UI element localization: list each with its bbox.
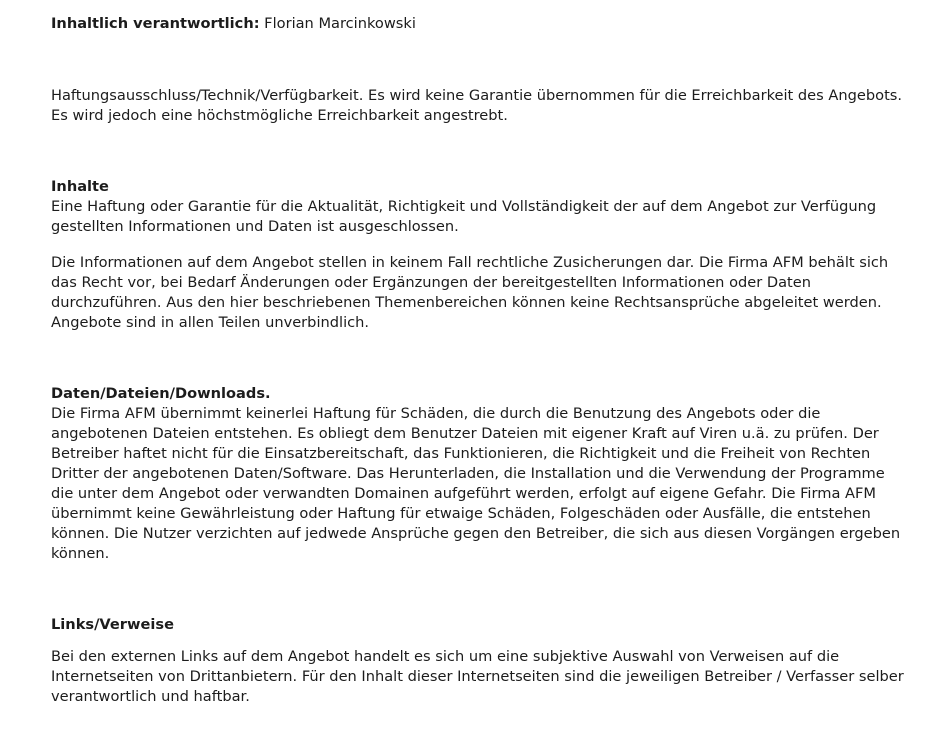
spacer <box>51 126 911 177</box>
section-inhalte <box>51 177 911 333</box>
disclaimer-text: Haftungsausschluss/Technik/Verfügbarkeit. Es wird keine Garantie übernommen für die Erreichbarkeit des Angebots. Es wird jedoch eine höchstmögliche Erreichbarkeit angestrebt. <box>51 87 903 124</box>
legal-content <box>51 14 911 707</box>
spacer <box>51 635 911 647</box>
spacer <box>51 564 911 615</box>
spacer <box>51 34 911 86</box>
inhalte-paragraph-2: Die Informationen auf dem Angebot stellen in keinem Fall rechtliche Zusicherungen dar. Die Firma AFM behält sich das Recht vor, bei Bedarf Änderungen oder Ergänzungen der bereitgestellten Informationen oder Daten durchzuführen. Aus den hier beschriebenen Themenbereichen können keine Rechtsansprüche abgeleitet werden. Angebote sind in allen Teilen unverbindlich. <box>51 254 889 331</box>
responsible-line <box>51 14 911 34</box>
section-links <box>51 615 911 707</box>
responsible-name: Florian Marcinkowski <box>259 15 416 32</box>
links-paragraph: Bei den externen Links auf dem Angebot handelt es sich um eine subjektive Auswahl von Verweisen auf die Internetseiten von Drittanbietern. Für den Inhalt dieser Internetseiten sind die jeweiligen Betreiber / Verfasser selber verantwortlich und haftbar. <box>51 648 904 705</box>
section-heading-downloads: Daten/Dateien/Downloads. <box>51 385 271 402</box>
section-downloads <box>51 384 911 564</box>
responsible-label: Inhaltlich verantwortlich: <box>51 15 260 32</box>
inhalte-paragraph-1: Eine Haftung oder Garantie für die Aktualität, Richtigkeit und Vollständigkeit der auf dem Angebot zur Verfügung gestellten Informationen und Daten ist ausgeschlossen. <box>51 198 877 235</box>
downloads-paragraph: Die Firma AFM übernimmt keinerlei Haftung für Schäden, die durch die Benutzung des Angebots oder die angebotenen Dateien entstehen. Es obliegt dem Benutzer Dateien mit eigener Kraft auf Viren u.ä. zu prüfen. Der Betreiber haftet nicht für die Einsatzbereitschaft, das Funktionieren, die Richtigkeit und die Freiheit von Rechten Dritter der angebotenen Daten/Software. Das Herunterladen, die Installation und die Verwendung der Programme die unter dem Angebot oder verwandten Domainen aufgeführt werden, erfolgt auf eigene Gefahr. Die Firma AFM übernimmt keine Gewährleistung oder Haftung für etwaige Schäden, Folgeschäden oder Ausfälle, die entstehen können. Die Nutzer verzichten auf jedwede Ansprüche gegen den Betreiber, die sich aus diesen Vorgängen ergeben können. <box>51 405 901 562</box>
section-heading-inhalte: Inhalte <box>51 178 109 195</box>
spacer <box>51 237 911 253</box>
section-heading-links: Links/Verweise <box>51 616 174 633</box>
spacer <box>51 333 911 384</box>
